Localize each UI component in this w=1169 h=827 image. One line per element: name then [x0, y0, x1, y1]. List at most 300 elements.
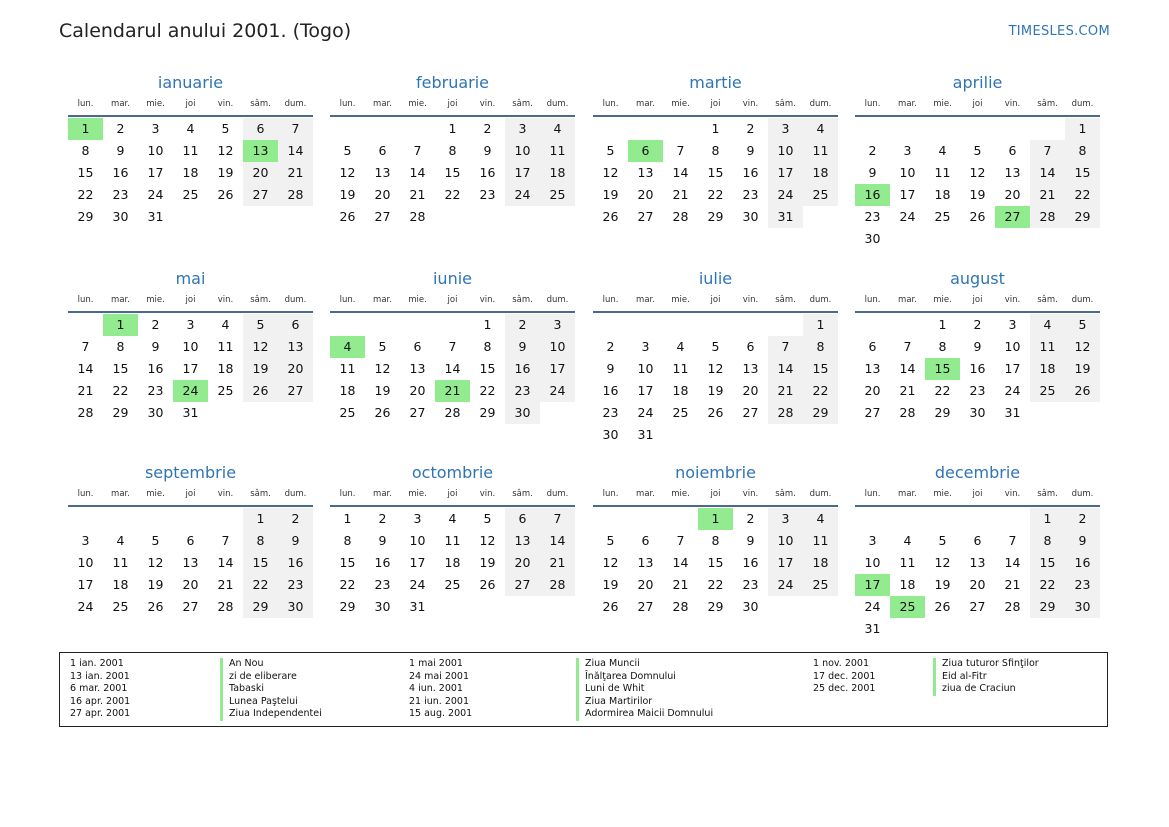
- weekday-label: mie.: [408, 489, 427, 499]
- holiday-day-cell: 1: [698, 508, 733, 530]
- day-cell: 6: [505, 508, 540, 530]
- day-cell: 26: [934, 599, 951, 614]
- day-cell: 28: [217, 599, 234, 614]
- day-cell: 27: [243, 184, 278, 206]
- weekday-label: sâm.: [1037, 99, 1058, 109]
- weekday-label: dum.: [1071, 489, 1094, 499]
- day-cell: 5: [973, 143, 982, 158]
- day-cell: 20: [969, 577, 986, 592]
- day-cell: 1: [448, 121, 457, 136]
- day-cell: 9: [746, 143, 755, 158]
- day-cell: 31: [768, 206, 803, 228]
- day-cell: 26: [147, 599, 164, 614]
- day-cell: 19: [479, 555, 496, 570]
- day-cell: 7: [903, 339, 912, 354]
- day-cell: 4: [1030, 314, 1065, 336]
- month-name: august: [950, 269, 1005, 288]
- day-cell: 17: [899, 187, 916, 202]
- day-cell: 8: [711, 533, 720, 548]
- day-cell: 30: [374, 599, 391, 614]
- day-grid: [68, 118, 313, 228]
- weekday-label: sâm.: [512, 99, 533, 109]
- day-cell: 12: [1065, 336, 1100, 358]
- day-cell: 21: [409, 187, 426, 202]
- day-cell: 8: [938, 339, 947, 354]
- day-cell: 27: [637, 599, 654, 614]
- day-cell: 9: [1065, 530, 1100, 552]
- weekday-label: mar.: [636, 295, 655, 305]
- day-cell: 5: [1065, 314, 1100, 336]
- legend-date: 1 nov. 2001: [813, 658, 869, 669]
- day-cell: 10: [899, 165, 916, 180]
- day-cell: 11: [899, 555, 916, 570]
- holiday-day-cell: 1: [68, 118, 103, 140]
- month-septembrie: [68, 463, 313, 618]
- holiday-day-cell: 1: [103, 314, 138, 336]
- day-cell: 12: [602, 555, 619, 570]
- month-name: aprilie: [952, 73, 1003, 92]
- weekday-label: sâm.: [512, 295, 533, 305]
- month-name: ianuarie: [157, 73, 224, 92]
- day-cell: 4: [221, 317, 230, 332]
- empty-cell: [68, 508, 103, 530]
- day-cell: 25: [217, 383, 234, 398]
- day-cell: 28: [768, 402, 803, 424]
- day-cell: 30: [505, 402, 540, 424]
- day-cell: 2: [505, 314, 540, 336]
- day-cell: 28: [77, 405, 94, 420]
- day-cell: 20: [637, 577, 654, 592]
- empty-cell: [663, 508, 698, 530]
- weekday-label: dum.: [284, 295, 307, 305]
- day-cell: 5: [243, 314, 278, 336]
- day-cell: 18: [803, 162, 838, 184]
- day-cell: 25: [339, 405, 356, 420]
- day-cell: 26: [374, 405, 391, 420]
- day-cell: 30: [742, 599, 759, 614]
- day-cell: 29: [77, 209, 94, 224]
- day-cell: 13: [278, 336, 313, 358]
- month-name: iunie: [432, 269, 472, 288]
- day-cell: 4: [803, 118, 838, 140]
- day-cell: 17: [540, 358, 575, 380]
- weekday-label: joi: [710, 99, 721, 109]
- day-cell: 22: [707, 187, 724, 202]
- legend-date: 4 iun. 2001: [409, 683, 463, 695]
- day-cell: 24: [77, 599, 94, 614]
- day-cell: 29: [112, 405, 129, 420]
- day-grid: [855, 118, 1100, 250]
- weekday-header: [593, 293, 838, 311]
- empty-cell: [593, 314, 628, 336]
- day-cell: 20: [409, 383, 426, 398]
- weekday-label: lun.: [339, 489, 356, 499]
- weekday-label: joi: [185, 295, 196, 305]
- day-cell: 30: [1065, 596, 1100, 618]
- weekday-label: dum.: [809, 295, 832, 305]
- day-cell: 23: [969, 383, 986, 398]
- day-cell: 12: [969, 165, 986, 180]
- day-cell: 3: [186, 317, 195, 332]
- empty-cell: [698, 314, 733, 336]
- day-cell: 15: [1030, 552, 1065, 574]
- day-cell: 14: [278, 140, 313, 162]
- header-divider: [855, 311, 1100, 313]
- day-cell: 26: [707, 405, 724, 420]
- day-cell: 23: [742, 187, 759, 202]
- weekday-header: [855, 293, 1100, 311]
- day-cell: 25: [112, 599, 129, 614]
- month-name: mai: [175, 269, 206, 288]
- day-cell: 20: [742, 383, 759, 398]
- weekday-label: mar.: [636, 99, 655, 109]
- day-cell: 16: [969, 361, 986, 376]
- day-cell: 29: [243, 596, 278, 618]
- header-divider: [855, 115, 1100, 117]
- day-cell: 16: [112, 165, 129, 180]
- header-divider: [855, 505, 1100, 507]
- day-cell: 3: [151, 121, 160, 136]
- day-cell: 15: [444, 165, 461, 180]
- weekday-label: lun.: [602, 99, 619, 109]
- day-cell: 13: [742, 361, 759, 376]
- day-cell: 17: [768, 552, 803, 574]
- month-name: februarie: [415, 73, 490, 92]
- empty-cell: [400, 314, 435, 336]
- weekday-label: vin.: [479, 99, 496, 109]
- weekday-label: lun.: [602, 295, 619, 305]
- empty-cell: [960, 118, 995, 140]
- weekday-label: sâm.: [775, 489, 796, 499]
- day-cell: 2: [1065, 508, 1100, 530]
- day-cell: 8: [1065, 140, 1100, 162]
- empty-cell: [628, 508, 663, 530]
- weekday-label: vin.: [742, 489, 759, 499]
- day-cell: 17: [505, 162, 540, 184]
- day-cell: 29: [803, 402, 838, 424]
- day-cell: 18: [217, 361, 234, 376]
- empty-cell: [855, 314, 890, 336]
- day-cell: 17: [768, 162, 803, 184]
- holiday-day-cell: 24: [173, 380, 208, 402]
- weekday-label: vin.: [1004, 99, 1021, 109]
- day-cell: 11: [1030, 336, 1065, 358]
- weekday-header: [68, 487, 313, 505]
- day-cell: 6: [243, 118, 278, 140]
- weekday-label: lun.: [602, 489, 619, 499]
- day-cell: 10: [768, 140, 803, 162]
- day-cell: 24: [147, 187, 164, 202]
- day-cell: 18: [672, 383, 689, 398]
- day-cell: 22: [444, 187, 461, 202]
- day-cell: 7: [676, 143, 685, 158]
- day-cell: 5: [483, 511, 492, 526]
- day-cell: 26: [479, 577, 496, 592]
- day-cell: 25: [672, 405, 689, 420]
- day-cell: 20: [864, 383, 881, 398]
- legend-date: 15 aug. 2001: [409, 708, 473, 720]
- day-cell: 17: [409, 555, 426, 570]
- day-cell: 2: [483, 121, 492, 136]
- day-cell: 9: [505, 336, 540, 358]
- day-cell: 23: [864, 209, 881, 224]
- weekday-label: mie.: [933, 489, 952, 499]
- month-iulie: [593, 269, 838, 446]
- day-cell: 1: [938, 317, 947, 332]
- day-cell: 7: [1008, 533, 1017, 548]
- day-cell: 30: [112, 209, 129, 224]
- day-cell: 24: [505, 184, 540, 206]
- empty-cell: [1030, 118, 1065, 140]
- weekday-label: joi: [710, 489, 721, 499]
- day-cell: 23: [505, 380, 540, 402]
- day-cell: 29: [707, 599, 724, 614]
- weekday-label: sâm.: [512, 489, 533, 499]
- day-cell: 3: [903, 143, 912, 158]
- day-cell: 19: [374, 383, 391, 398]
- day-cell: 13: [374, 165, 391, 180]
- day-cell: 3: [768, 508, 803, 530]
- day-cell: 19: [602, 187, 619, 202]
- day-cell: 18: [540, 162, 575, 184]
- day-cell: 10: [505, 140, 540, 162]
- day-cell: 10: [77, 555, 94, 570]
- holiday-day-cell: 13: [243, 140, 278, 162]
- weekday-label: dum.: [1071, 99, 1094, 109]
- legend-holiday-name: Ziua tuturor Sfinţilor: [933, 658, 1039, 671]
- day-cell: 19: [243, 358, 278, 380]
- day-cell: 29: [707, 209, 724, 224]
- weekday-label: mar.: [898, 99, 917, 109]
- empty-cell: [173, 508, 208, 530]
- weekday-label: sâm.: [775, 99, 796, 109]
- site-link[interactable]: TIMESLES.COM: [1008, 24, 1110, 39]
- weekday-label: mar.: [373, 99, 392, 109]
- legend-date: 16 apr. 2001: [70, 695, 131, 707]
- day-cell: 1: [483, 317, 492, 332]
- day-cell: 4: [903, 533, 912, 548]
- month-noiembrie: [593, 463, 838, 618]
- day-cell: 7: [676, 533, 685, 548]
- weekday-label: joi: [185, 99, 196, 109]
- day-cell: 24: [409, 577, 426, 592]
- weekday-label: mar.: [111, 99, 130, 109]
- day-cell: 31: [409, 599, 426, 614]
- weekday-header: [330, 97, 575, 115]
- day-cell: 4: [186, 121, 195, 136]
- day-cell: 20: [1004, 187, 1021, 202]
- header-divider: [593, 311, 838, 313]
- weekday-label: lun.: [77, 295, 94, 305]
- day-cell: 27: [637, 209, 654, 224]
- day-cell: 19: [339, 187, 356, 202]
- holiday-day-cell: 4: [330, 336, 365, 358]
- day-cell: 26: [1065, 380, 1100, 402]
- holiday-day-cell: 6: [628, 140, 663, 162]
- day-cell: 13: [864, 361, 881, 376]
- weekday-label: lun.: [339, 99, 356, 109]
- empty-cell: [68, 314, 103, 336]
- month-name: iulie: [698, 269, 733, 288]
- day-cell: 16: [505, 358, 540, 380]
- day-cell: 27: [374, 209, 391, 224]
- day-cell: 20: [374, 187, 391, 202]
- day-cell: 6: [973, 533, 982, 548]
- day-cell: 11: [803, 140, 838, 162]
- day-cell: 31: [182, 405, 199, 420]
- weekday-label: joi: [447, 99, 458, 109]
- day-cell: 11: [803, 530, 838, 552]
- day-cell: 16: [602, 383, 619, 398]
- day-cell: 3: [1008, 317, 1017, 332]
- day-cell: 23: [479, 187, 496, 202]
- weekday-label: sâm.: [250, 99, 271, 109]
- day-cell: 10: [540, 336, 575, 358]
- day-cell: 19: [969, 187, 986, 202]
- legend-dates-col-3: [813, 658, 875, 696]
- day-cell: 31: [147, 209, 164, 224]
- header-divider: [593, 115, 838, 117]
- empty-cell: [365, 118, 400, 140]
- day-cell: 29: [339, 599, 356, 614]
- day-cell: 10: [409, 533, 426, 548]
- day-cell: 17: [147, 165, 164, 180]
- weekday-label: sâm.: [1037, 489, 1058, 499]
- day-cell: 11: [217, 339, 234, 354]
- empty-cell: [400, 118, 435, 140]
- day-cell: 2: [278, 508, 313, 530]
- day-cell: 15: [479, 361, 496, 376]
- day-cell: 28: [409, 209, 426, 224]
- weekday-label: mie.: [146, 295, 165, 305]
- day-cell: 20: [182, 577, 199, 592]
- day-cell: 7: [448, 339, 457, 354]
- empty-cell: [330, 314, 365, 336]
- holiday-day-cell: 27: [995, 206, 1030, 228]
- day-cell: 9: [973, 339, 982, 354]
- weekday-label: sâm.: [775, 295, 796, 305]
- weekday-header: [855, 97, 1100, 115]
- weekday-label: sâm.: [1037, 295, 1058, 305]
- weekday-label: mie.: [408, 99, 427, 109]
- day-cell: 2: [973, 317, 982, 332]
- day-cell: 14: [409, 165, 426, 180]
- day-cell: 9: [378, 533, 387, 548]
- day-cell: 6: [641, 533, 650, 548]
- empty-cell: [733, 314, 768, 336]
- day-cell: 26: [339, 209, 356, 224]
- day-cell: 1: [711, 121, 720, 136]
- empty-cell: [925, 508, 960, 530]
- weekday-label: joi: [447, 489, 458, 499]
- day-cell: 28: [672, 209, 689, 224]
- day-cell: 30: [864, 231, 881, 246]
- day-cell: 13: [1004, 165, 1021, 180]
- day-cell: 23: [602, 405, 619, 420]
- day-cell: 18: [803, 552, 838, 574]
- month-februarie: [330, 73, 575, 228]
- day-cell: 19: [934, 577, 951, 592]
- day-cell: 31: [1004, 405, 1021, 420]
- day-cell: 22: [77, 187, 94, 202]
- legend-date: 21 iun. 2001: [409, 695, 470, 707]
- weekday-label: vin.: [1004, 489, 1021, 499]
- day-cell: 28: [1004, 599, 1021, 614]
- day-cell: 8: [116, 339, 125, 354]
- day-cell: 11: [672, 361, 689, 376]
- weekday-header: [68, 293, 313, 311]
- weekday-label: vin.: [217, 99, 234, 109]
- day-cell: 12: [374, 361, 391, 376]
- day-cell: 18: [899, 577, 916, 592]
- day-cell: 28: [278, 184, 313, 206]
- day-cell: 11: [444, 533, 461, 548]
- legend-holiday-name: Eid al-Fitr: [933, 671, 1039, 684]
- day-cell: 21: [768, 380, 803, 402]
- day-cell: 11: [112, 555, 129, 570]
- day-cell: 9: [746, 533, 755, 548]
- weekday-label: mar.: [373, 489, 392, 499]
- day-cell: 16: [1065, 552, 1100, 574]
- day-grid: [68, 314, 313, 424]
- day-cell: 13: [409, 361, 426, 376]
- day-cell: 6: [378, 143, 387, 158]
- weekday-label: joi: [447, 295, 458, 305]
- day-cell: 2: [868, 143, 877, 158]
- day-cell: 4: [803, 508, 838, 530]
- day-cell: 7: [81, 339, 90, 354]
- weekday-label: mar.: [111, 489, 130, 499]
- day-cell: 27: [182, 599, 199, 614]
- day-cell: 17: [182, 361, 199, 376]
- month-aprilie: [855, 73, 1100, 250]
- day-cell: 22: [243, 574, 278, 596]
- month-mai: [68, 269, 313, 424]
- day-cell: 21: [672, 187, 689, 202]
- day-cell: 1: [1065, 118, 1100, 140]
- day-cell: 23: [278, 574, 313, 596]
- weekday-label: vin.: [1004, 295, 1021, 305]
- weekday-header: [593, 487, 838, 505]
- day-cell: 3: [641, 339, 650, 354]
- day-cell: 6: [746, 339, 755, 354]
- day-cell: 19: [147, 577, 164, 592]
- day-cell: 2: [746, 121, 755, 136]
- legend-holiday-name: Lunea Paştelui: [220, 696, 322, 709]
- day-grid: [330, 118, 575, 228]
- day-cell: 22: [112, 383, 129, 398]
- day-cell: 7: [540, 508, 575, 530]
- day-cell: 18: [1030, 358, 1065, 380]
- holiday-day-cell: 16: [855, 184, 890, 206]
- day-cell: 16: [374, 555, 391, 570]
- day-cell: 18: [339, 383, 356, 398]
- day-cell: 20: [505, 552, 540, 574]
- day-cell: 11: [182, 143, 199, 158]
- day-cell: 14: [768, 358, 803, 380]
- legend-date: 27 apr. 2001: [70, 708, 131, 720]
- day-cell: 4: [116, 533, 125, 548]
- day-cell: 30: [602, 427, 619, 442]
- day-cell: 17: [637, 383, 654, 398]
- day-cell: 21: [77, 383, 94, 398]
- header-divider: [330, 311, 575, 313]
- weekday-label: vin.: [217, 295, 234, 305]
- day-cell: 5: [343, 143, 352, 158]
- day-cell: 25: [540, 184, 575, 206]
- day-cell: 30: [742, 209, 759, 224]
- day-cell: 8: [483, 339, 492, 354]
